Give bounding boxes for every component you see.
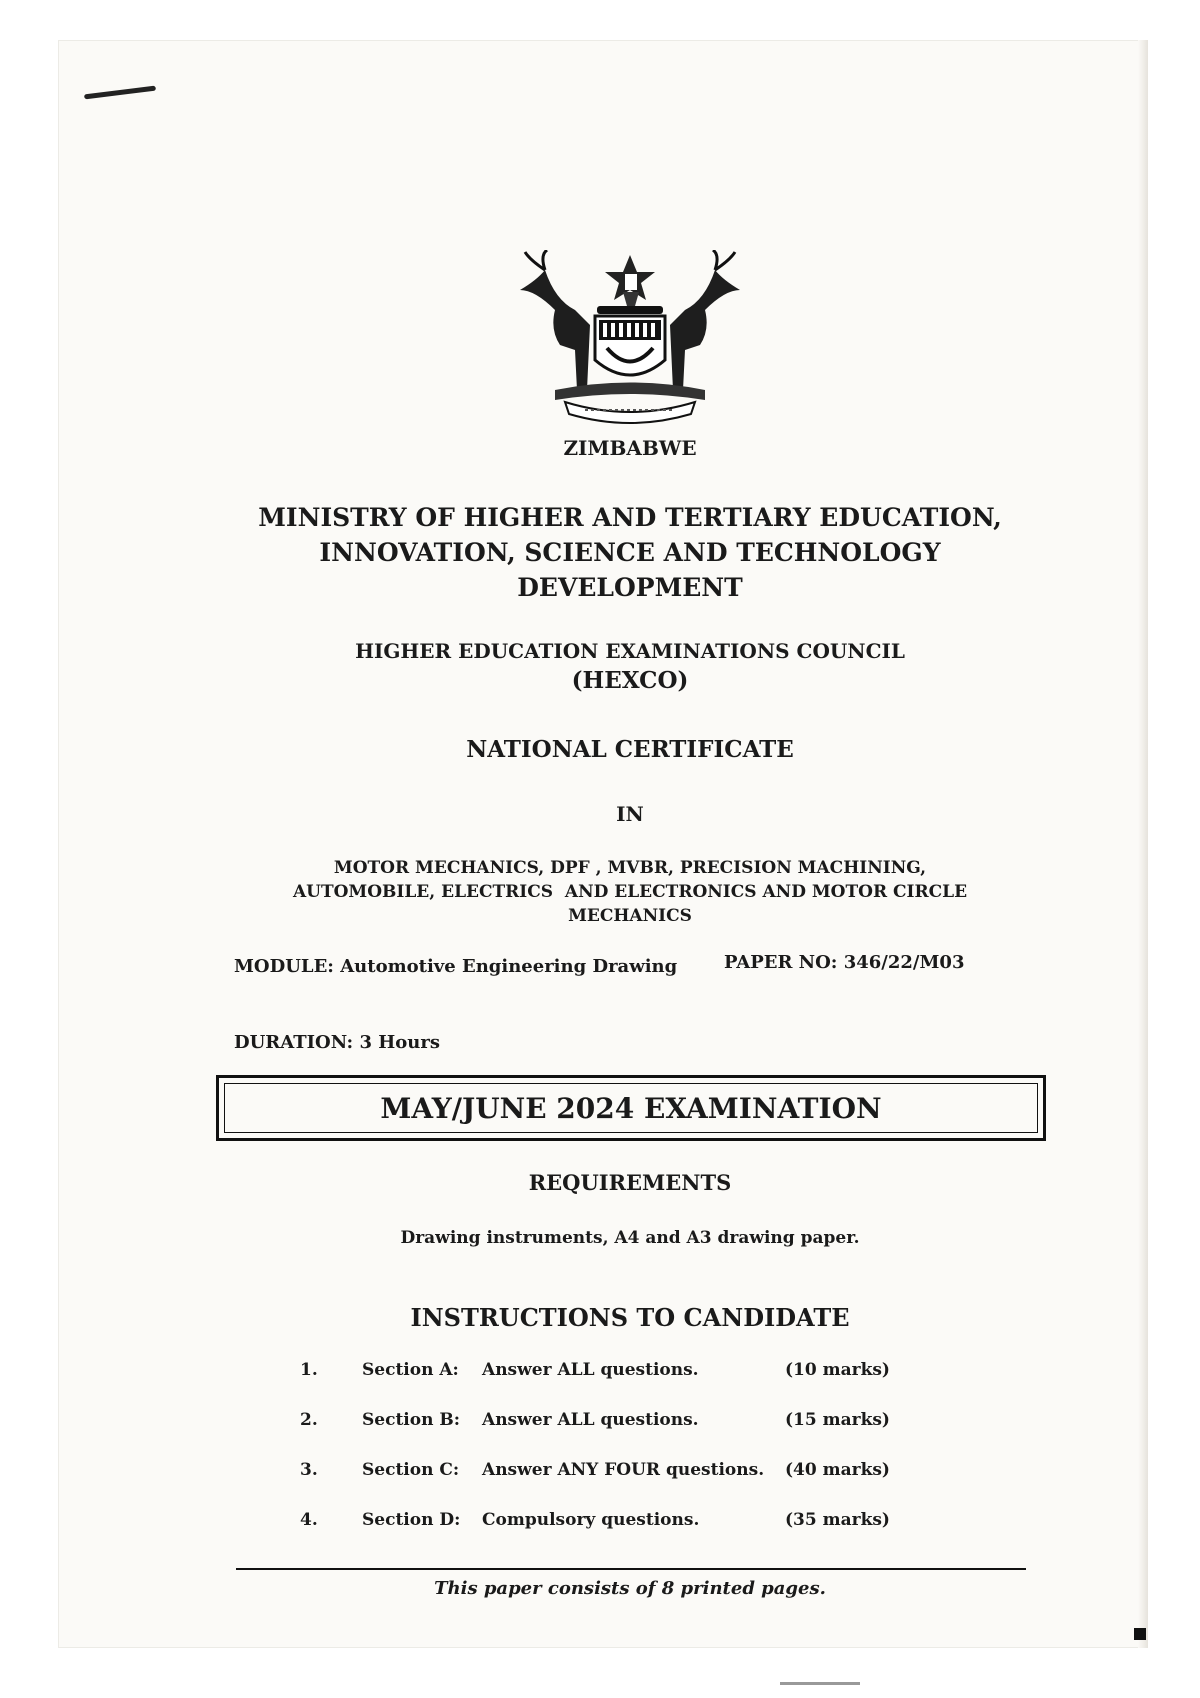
duration-label: DURATION: bbox=[234, 1032, 354, 1053]
page-count-note: This paper consists of 8 printed pages. bbox=[434, 1578, 826, 1599]
ministry-line: DEVELOPMENT bbox=[517, 573, 743, 602]
instruction-marks: (10 marks) bbox=[785, 1360, 890, 1380]
instructions-title: INSTRUCTIONS TO CANDIDATE bbox=[410, 1303, 850, 1332]
exam-title-box bbox=[216, 1075, 1046, 1141]
programme-line: AUTOMOBILE, ELECTRICS AND ELECTRONICS AND MOTOR CIRCLE bbox=[292, 882, 968, 902]
instructions-list bbox=[300, 1345, 980, 1545]
programme-list bbox=[250, 856, 1010, 928]
instruction-section: Section A: bbox=[362, 1360, 459, 1380]
scan-artifact bbox=[780, 1682, 860, 1685]
instruction-section: Section C: bbox=[362, 1460, 460, 1480]
coat-of-arms-icon bbox=[515, 250, 745, 425]
ministry-line: INNOVATION, SCIENCE AND TECHNOLOGY bbox=[319, 538, 941, 567]
in-label: IN bbox=[616, 802, 644, 826]
paper-row bbox=[724, 952, 964, 973]
scan-edge bbox=[1138, 40, 1148, 1648]
instruction-marks: (15 marks) bbox=[785, 1410, 890, 1430]
paper-label: PAPER NO: bbox=[724, 952, 838, 973]
ministry-title bbox=[230, 500, 1030, 605]
instruction-item bbox=[300, 1395, 980, 1445]
instruction-number: 3. bbox=[300, 1460, 318, 1480]
paper-value: 346/22/M03 bbox=[843, 952, 965, 973]
ministry-line: MINISTRY OF HIGHER AND TERTIARY EDUCATION, bbox=[258, 503, 1002, 532]
instruction-item bbox=[300, 1495, 980, 1545]
instruction-section: Section B: bbox=[362, 1410, 461, 1430]
instruction-task: Compulsory questions. bbox=[482, 1510, 700, 1530]
scan-edge-mark bbox=[1134, 1628, 1146, 1640]
council-abbr: (HEXCO) bbox=[571, 667, 689, 694]
instruction-task: Answer ANY FOUR questions. bbox=[482, 1460, 765, 1480]
footer-divider bbox=[236, 1568, 1026, 1570]
programme-line: MOTOR MECHANICS, DPF , MVBR, PRECISION MACHINING, bbox=[333, 858, 927, 878]
country-name: ZIMBABWE bbox=[563, 436, 697, 460]
exam-title: MAY/JUNE 2024 EXAMINATION bbox=[224, 1083, 1038, 1133]
instruction-item bbox=[300, 1345, 980, 1395]
instruction-number: 2. bbox=[300, 1410, 318, 1430]
instruction-task: Answer ALL questions. bbox=[482, 1360, 699, 1380]
council-title bbox=[300, 636, 960, 696]
duration-value: 3 Hours bbox=[359, 1032, 440, 1053]
instruction-number: 4. bbox=[300, 1510, 318, 1530]
council-name: HIGHER EDUCATION EXAMINATIONS COUNCIL bbox=[355, 639, 905, 663]
module-row bbox=[234, 956, 677, 977]
requirements-title: REQUIREMENTS bbox=[528, 1170, 732, 1195]
instruction-number: 1. bbox=[300, 1360, 318, 1380]
instruction-marks: (40 marks) bbox=[785, 1460, 890, 1480]
programme-line: MECHANICS bbox=[568, 906, 692, 926]
certificate-title: NATIONAL CERTIFICATE bbox=[466, 736, 794, 763]
duration-row bbox=[234, 1032, 440, 1053]
module-value: Automotive Engineering Drawing bbox=[340, 956, 678, 977]
instruction-marks: (35 marks) bbox=[785, 1510, 890, 1530]
instruction-section: Section D: bbox=[362, 1510, 461, 1530]
instruction-task: Answer ALL questions. bbox=[482, 1410, 699, 1430]
instruction-item bbox=[300, 1445, 980, 1495]
requirements-text: Drawing instruments, A4 and A3 drawing paper. bbox=[400, 1228, 860, 1248]
module-label: MODULE: bbox=[234, 956, 334, 977]
